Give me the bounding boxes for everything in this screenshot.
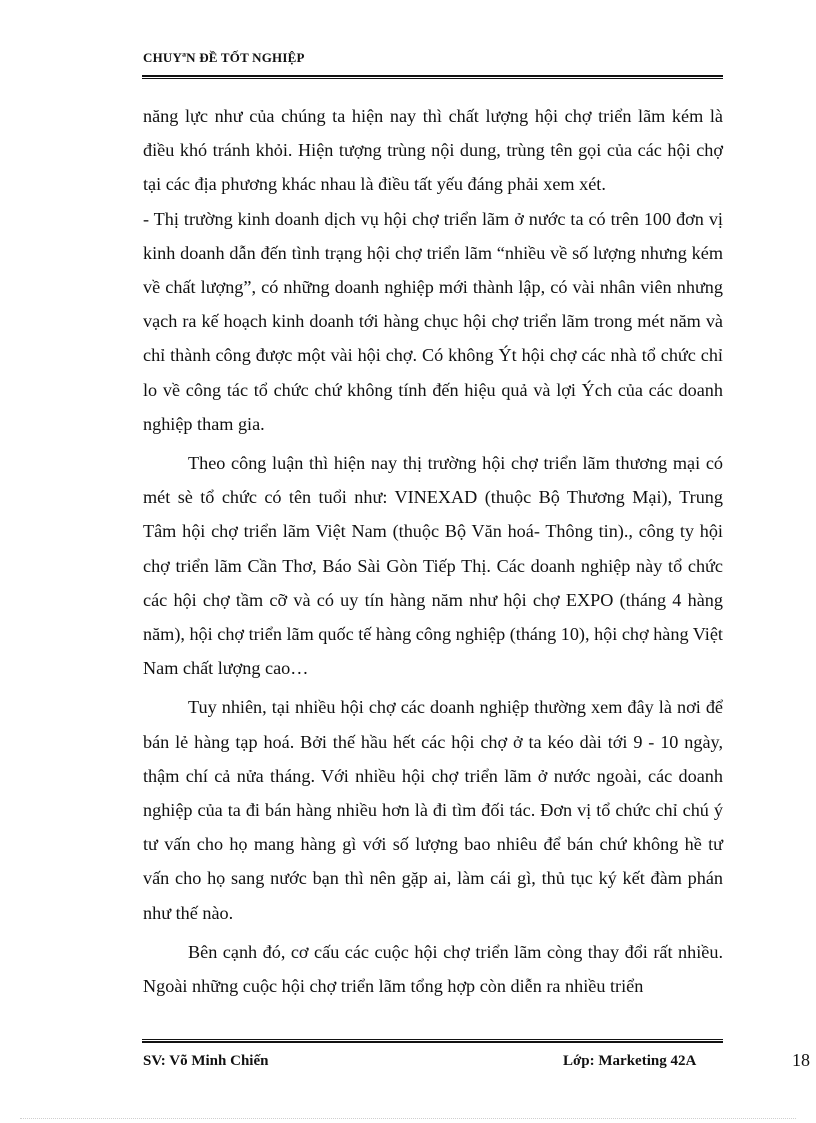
paragraph-market-services: - Thị trường kinh doanh dịch vụ hội chợ triển lãm ở nước ta có trên 100 đơn vị kinh doanh dẫn đến tình trạng hội chợ triển lãm “nhiều về số lượng nhưng kém về chất lượng”, có những doanh nghiệp mới thành lập, có vài nhân viên nhưng vạch ra kế hoạch kinh doanh tới hàng chục hội chợ triển lãm trong mét năm và chỉ thành công được một vài hội chợ. Có không Ýt hội chợ các nhà tổ chức chỉ lo về công tác tổ chức chứ không tính đến hiệu quả và lợi Ých của các doanh nghiệp tham gia.: [143, 208, 723, 434]
paragraph-structure-changes: Bên cạnh đó, cơ cấu các cuộc hội chợ triển lãm còng thay đổi rất nhiều. Ngoài những cuộc hội chợ triển lãm tổng hợp còn diễn ra nhiều triển: [143, 941, 723, 997]
footer-divider: [142, 1039, 723, 1043]
paragraph-however: Tuy nhiên, tại nhiều hội chợ các doanh nghiệp thường xem đây là nơi để bán lẻ hàng tạp hoá. Bởi thế hầu hết các hội chợ ở ta kéo dài tới 9 - 10 ngày, thậm chí cả nửa tháng. Với nhiều hội chợ triển lãm ở nước ngoài, các doanh nghiệp của ta đi bán hàng nhiều hơn là đi tìm đối tác. Đơn vị tổ chức chỉ chú ý tư vấn cho họ mang hàng gì với số lượng bao nhiêu để bán chứ không hề tư vấn cho họ sang nước bạn thì nên gặp ai, làm cái gì, thủ tục ký kết đàm phán như thế nào.: [143, 697, 723, 923]
page-number: 18: [792, 1050, 810, 1070]
paragraph-public-opinion: Theo công luận thì hiện nay thị trường hội chợ triển lãm thương mại có mét sè tổ chức có tên tuổi như: VINEXAD (thuộc Bộ Thương Mại), Trung Tâm hội chợ triển lãm Việt Nam (thuộc Bộ Văn hoá- Thông tin)., công ty hội chợ triển lãm Cần Thơ, Báo Sài Gòn Tiếp Thị. Các doanh nghiệp này tổ chức các hội chợ tầm cỡ và có uy tín hàng năm như hội chợ EXPO (tháng 4 hàng năm), hội chợ triển lãm quốc tế hàng công nghiệp (tháng 10), hội chợ hàng Việt Nam chất lượng cao…: [143, 453, 723, 679]
page-bottom-edge: [20, 1118, 796, 1119]
footer-class-name: Lớp: Marketing 42A: [563, 1053, 697, 1069]
document-body: [143, 99, 723, 1003]
paragraph-continuation: năng lực như của chúng ta hiện nay thì chất lượng hội chợ triển lãm kém là điều khó tránh khỏi. Hiện tượng trùng nội dung, trùng tên gọi của các hội chợ tại các địa phương khác nhau là điều tất yếu đáng phải xem xét.: [143, 106, 723, 195]
page-header-title: CHUYªN ĐỀ TỐT NGHIỆP: [143, 50, 305, 65]
header-divider: [142, 75, 723, 79]
footer-student-name: SV: Võ Minh Chiến: [143, 1053, 269, 1069]
